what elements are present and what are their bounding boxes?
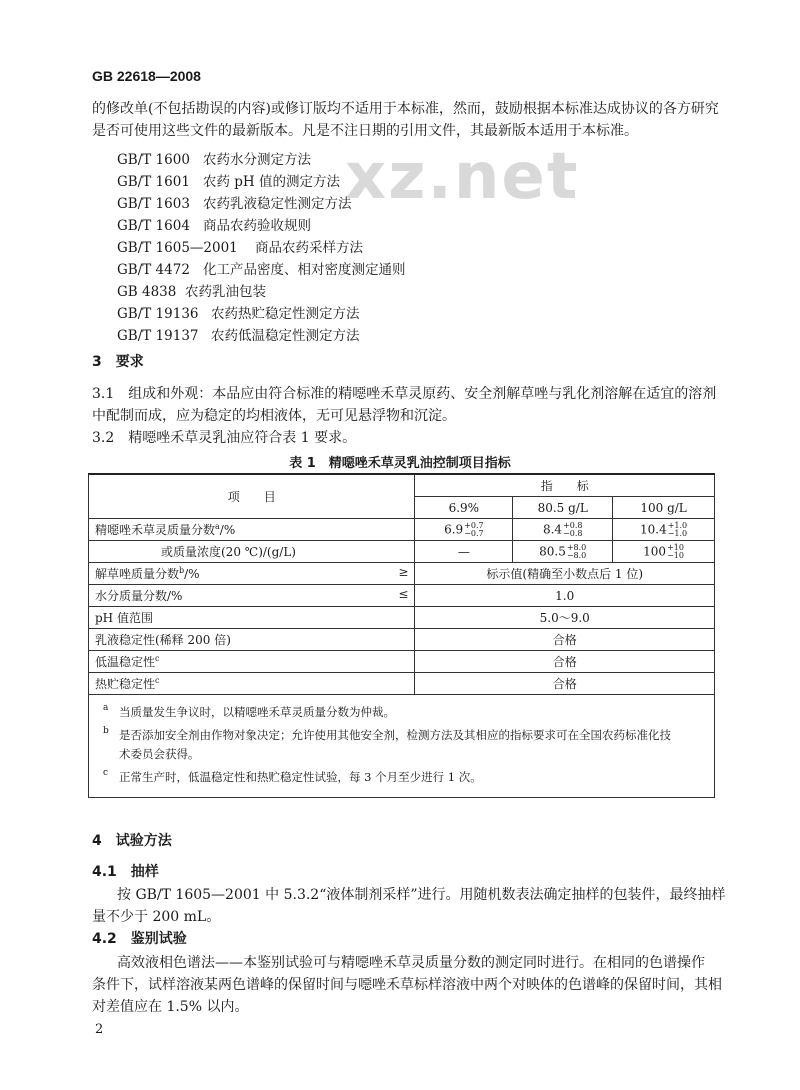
section-4-heading: 4 试验方法 xyxy=(92,833,172,849)
reference-item: GB/T 1601 农药 pH 值的测定方法 xyxy=(117,174,340,190)
table-cell: 8.4+0.8 −0.8 xyxy=(513,519,613,541)
clause-3-1-line-2: 中配制而成，应为稳定的均相液体，无可见悬浮物和沉淀。 xyxy=(92,408,456,424)
table-cell: 80.5+8.0 −8.0 xyxy=(513,541,613,563)
reference-item: GB/T 1604 商品农药验收规则 xyxy=(117,218,311,234)
row-label-mass-concentration: 或质量浓度(20 ℃)/(g/L) xyxy=(89,541,415,563)
reference-item: GB 4838 农药乳油包装 xyxy=(117,284,266,300)
footnote-b-cont: 术委员会获得。 xyxy=(119,747,200,761)
row-label-ph: pH 值范围 xyxy=(89,607,415,629)
row-label-safener: 解草唑质量分数$^b$/% ≥ xyxy=(89,563,415,585)
table-cell: 10.4+1.0 −1.0 xyxy=(613,519,715,541)
reference-item: GB/T 19137 农药低温稳定性测定方法 xyxy=(117,328,360,344)
table-cell: 1.0 xyxy=(415,585,715,607)
clause-4-2-line-3: 对差值应在 1.5% 以内。 xyxy=(92,999,249,1015)
table-cell: 6.9+0.7 −0.7 xyxy=(415,519,513,541)
row-label-mass-fraction: 精噁唑禾草灵质量分数$^a$/% xyxy=(89,519,415,541)
table-1-caption: 表 1 精噁唑禾草灵乳油控制项目指标 xyxy=(289,456,511,471)
row-label-water: 水分质量分数/% ≤ xyxy=(89,585,415,607)
reference-item: GB/T 1605—2001 商品农药采样方法 xyxy=(117,240,363,256)
reference-item: GB/T 4472 化工产品密度、相对密度测定通则 xyxy=(117,262,406,278)
page-number: 2 xyxy=(95,1022,104,1037)
reference-item: GB/T 19136 农药热贮稳定性测定方法 xyxy=(117,306,360,322)
clause-4-2-line-2: 条件下，试样溶液某两色谱峰的保留时间与噁唑禾草标样溶液中两个对映体的色谱峰的保留时间，其相 xyxy=(92,977,722,993)
row-label-emulsion: 乳液稳定性(稀释 200 倍) xyxy=(89,629,415,651)
table-cell: 合格 xyxy=(415,673,715,695)
table-cell: 标示值(精确至小数点后 1 位) xyxy=(415,563,715,585)
clause-4-2-heading: 4.2 鉴别试验 xyxy=(92,931,187,947)
clause-4-1-heading: 4.1 抽样 xyxy=(92,864,159,880)
clause-3-2: 3.2 精噁唑禾草灵乳油应符合表 1 要求。 xyxy=(92,430,357,446)
reference-item: GB/T 1603 农药乳液稳定性测定方法 xyxy=(117,196,352,212)
column-header: 100 g/L xyxy=(613,497,715,519)
column-header: 6.9% xyxy=(415,497,513,519)
clause-3-1-line-1: 3.1 组成和外观：本品应由符合标准的精噁唑禾草灵原药、安全剂解草唑与乳化剂溶解在适宜的溶剂 xyxy=(92,386,717,402)
table-cell: 合格 xyxy=(415,651,715,673)
watermark: xz.net xyxy=(345,140,580,214)
table-cell: 合格 xyxy=(415,629,715,651)
standard-code: GB 22618—2008 xyxy=(92,68,201,84)
footnote-b: b 是否添加安全剂由作物对象决定；允许使用其他安全剂，检测方法及其相应的指标要求可在全国农药标准化技 xyxy=(103,726,671,742)
table-cell: 5.0～9.0 xyxy=(415,607,715,629)
row-label-heat-storage: 热贮稳定性$^c$ xyxy=(89,673,415,695)
clause-4-2-line-1: 高效液相色谱法——本鉴别试验可与精噁唑禾草灵质量分数的测定同时进行。在相同的色谱操作 xyxy=(117,955,705,971)
footnote-a: a 当质量发生争议时，以精噁唑禾草灵质量分数为仲裁。 xyxy=(103,703,395,719)
table-header-item: 项 目 xyxy=(89,474,415,519)
row-label-low-temp: 低温稳定性$^c$ xyxy=(89,651,415,673)
footnote-c: c 正常生产时，低温稳定性和热贮稳定性试验，每 3 个月至少进行 1 次。 xyxy=(103,768,482,784)
intro-line-1: 的修改单(不包括勘误的内容)或修订版均不适用于本标准，然而，鼓励根据本标准达成协议的各方研究 xyxy=(92,101,719,117)
table-1 xyxy=(88,473,715,798)
table-footnotes xyxy=(89,695,715,798)
table-cell: 100+10 −10 xyxy=(613,541,715,563)
clause-4-1-line-2: 量不少于 200 mL。 xyxy=(92,909,221,925)
reference-item: GB/T 1600 农药水分测定方法 xyxy=(117,152,311,168)
intro-line-2: 是否可使用这些文件的最新版本。凡是不注日期的引用文件，其最新版本适用于本标准。 xyxy=(92,123,638,139)
section-3-heading: 3 要求 xyxy=(92,354,144,370)
table-header-index: 指 标 xyxy=(415,474,715,497)
table-cell: — xyxy=(415,541,513,563)
column-header: 80.5 g/L xyxy=(513,497,613,519)
clause-4-1-line-1: 按 GB/T 1605—2001 中 5.3.2“液体制剂采样”进行。用随机数表法确定抽样的包装件，最终抽样 xyxy=(117,887,726,903)
